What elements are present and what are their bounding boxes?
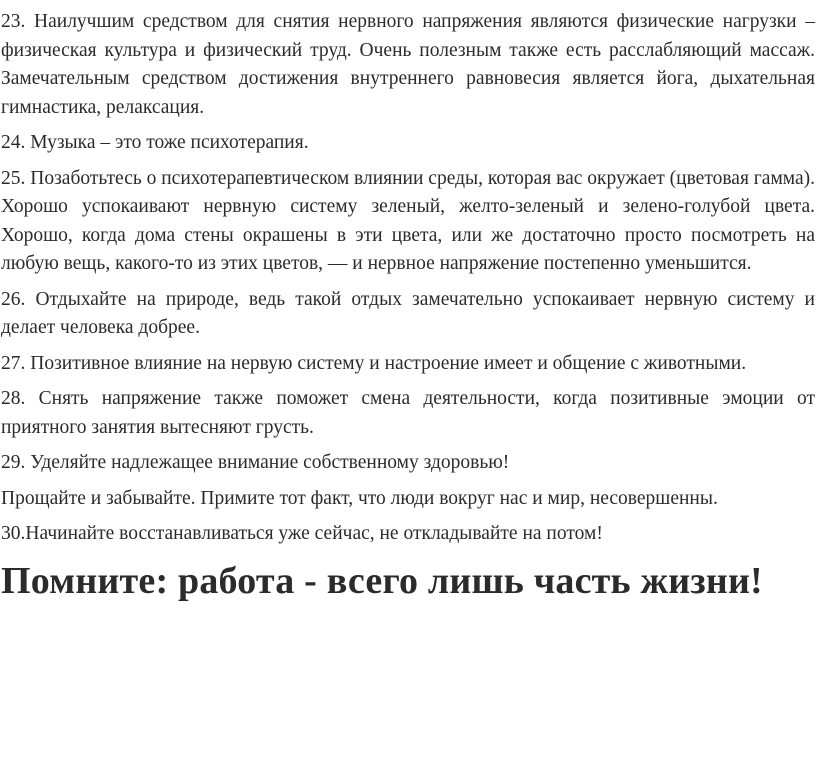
paragraph-25: 25. Позаботьтесь о психотерапевтическом влиянии среды, которая вас окружает (цветовая гамма). Хорошо успокаивают нервную систему зеленый, желто-зеленый и зелено-голубой цвета. Хорошо, когда дома стены окрашены в эти цвета, или же достаточно просто посмотреть на любую вещь, какого-то из этих цветов, — и нервное напряжение постепенно уменьшится. <box>1 167 816 274</box>
paragraph-28: 28. Снять напряжение также поможет смена деятельности, когда позитивные эмоции от приятного занятия вытесняют грусть. <box>1 388 815 438</box>
paragraph-23: 23. Наилучшим средством для снятия нервного напряжения являются физические нагрузки – физическая культура и физический труд. Очень полезным также есть расслабляющий массаж. Замечательным средством достижения внутреннего равновесия является йога, дыхательная гимнастика, релаксация. <box>1 11 815 118</box>
paragraph-24: 24. Музыка – это тоже психотерапия. <box>1 132 309 153</box>
paragraph-29: 29. Уделяйте надлежащее внимание собственному здоровью! <box>1 452 510 473</box>
paragraph-26: 26. Отдыхайте на природе, ведь такой отдых замечательно успокаивает нервную систему и делает человека добрее. <box>1 288 815 338</box>
paragraph-30: 30.Начинайте восстанавливаться уже сейчас, не откладывайте на потом! <box>1 523 603 544</box>
closing-headline: Помните: работа - всего лишь часть жизни! <box>1 559 763 602</box>
paragraph-27: 27. Позитивное влияние на нервую систему и настроение имеет и общение с животными. <box>1 352 747 374</box>
paragraph-forgive: Прощайте и забывайте. Примите тот факт, что люди вокруг нас и мир, несовершенны. <box>1 487 718 509</box>
